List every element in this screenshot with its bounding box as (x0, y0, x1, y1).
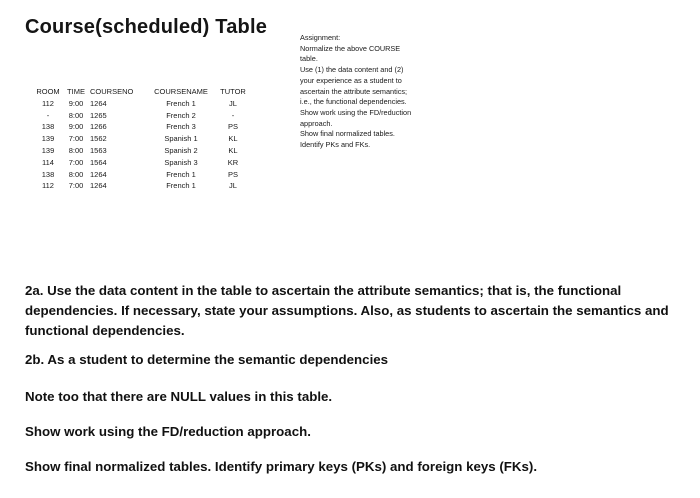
table-row (32, 121, 248, 133)
table-row (32, 180, 248, 192)
room-cell: - (46, 110, 50, 120)
column-header-room: ROOM (36, 87, 60, 96)
coursename-cell: French 1 (166, 98, 196, 108)
tutor-cell: JL (229, 98, 237, 108)
tutor-cell: KL (228, 134, 238, 144)
table-row (32, 133, 248, 145)
room-cell: 114 (42, 157, 54, 167)
question-list (25, 281, 680, 492)
coursename-cell: Spanish 1 (164, 134, 198, 144)
question-2b: 2b. As a student to determine the semantic dependencies (25, 352, 389, 367)
table-row (32, 169, 248, 181)
time-cell: 9:00 (68, 98, 84, 108)
assignment-line: Normalize the above COURSE (300, 43, 401, 53)
tutor-cell: PS (227, 122, 238, 132)
assignment-line: Identify PKs and FKs. (300, 140, 371, 150)
courseno-cell: 1564 (90, 157, 107, 167)
assignment-line: Assignment: (300, 33, 341, 42)
courseno-cell: 1265 (90, 110, 107, 120)
courseno-cell: 1266 (90, 122, 107, 132)
assignment-note (300, 33, 480, 151)
column-header-courseno: COURSENO (90, 87, 134, 96)
column-header-coursename: COURSENAME (154, 87, 208, 96)
question-null-note: Note too that there are NULL values in this table. (25, 389, 333, 404)
time-cell: 8:00 (68, 145, 84, 155)
assignment-line: ascertain the attribute semantics; (300, 86, 408, 96)
column-header-tutor: TUTOR (220, 87, 246, 96)
table-header-row (32, 86, 248, 98)
courseno-cell: 1264 (90, 181, 107, 191)
course-table (32, 86, 248, 192)
room-cell: 138 (41, 122, 55, 132)
coursename-cell: French 3 (166, 122, 196, 132)
coursename-cell: Spanish 3 (164, 157, 198, 167)
coursename-cell: Spanish 2 (164, 145, 198, 155)
tutor-cell: KL (228, 145, 238, 155)
coursename-cell: French 2 (166, 110, 196, 120)
coursename-cell: French 1 (166, 181, 196, 191)
assignment-line: Show final normalized tables. (300, 129, 395, 139)
assignment-line: i.e., the functional dependencies. (300, 97, 407, 107)
table-row (32, 157, 248, 169)
page-title: Course(scheduled) Table (25, 16, 268, 38)
time-cell: 9:00 (68, 122, 84, 132)
time-cell: 8:00 (68, 169, 84, 179)
assignment-line: Use (1) the data content and (2) (300, 65, 404, 75)
question-fd-work: Show work using the FD/reduction approach. (25, 424, 311, 439)
question-2a: 2a. Use the data content in the table to ascertain the attribute semantics; that is, the functional dependencies. If necessary, state your assumptions. Also, as students to ascertain the semantics and functional dependencies. (25, 283, 669, 338)
question-final-tables: Show final normalized tables. Identify primary keys (PKs) and foreign keys (FKs). (25, 459, 538, 474)
room-cell: 112 (42, 98, 54, 108)
tutor-cell: PS (227, 169, 238, 179)
time-cell: 7:00 (68, 157, 84, 167)
room-cell: 112 (42, 181, 54, 191)
courseno-cell: 1264 (90, 169, 107, 179)
assignment-line: table. (300, 54, 318, 64)
coursename-cell: French 1 (166, 169, 196, 179)
assignment-line: approach. (300, 118, 333, 128)
courseno-cell: 1264 (90, 98, 107, 108)
courseno-cell: 1562 (90, 134, 107, 144)
room-cell: 138 (41, 169, 55, 179)
time-cell: 7:00 (68, 181, 84, 191)
room-cell: 139 (41, 145, 55, 155)
tutor-cell: JL (229, 181, 237, 191)
courseno-cell: 1563 (90, 145, 107, 155)
tutor-cell: - (231, 110, 235, 120)
tutor-cell: KR (227, 157, 239, 167)
room-cell: 139 (41, 134, 55, 144)
column-header-time: TIME (67, 87, 85, 96)
assignment-line: your experience as a student to (300, 75, 402, 85)
table-row (32, 110, 248, 122)
assignment-line: Show work using the FD/reduction (300, 107, 412, 117)
table-row (32, 98, 248, 110)
time-cell: 7:00 (68, 134, 84, 144)
table-row (32, 145, 248, 157)
time-cell: 8:00 (68, 110, 84, 120)
